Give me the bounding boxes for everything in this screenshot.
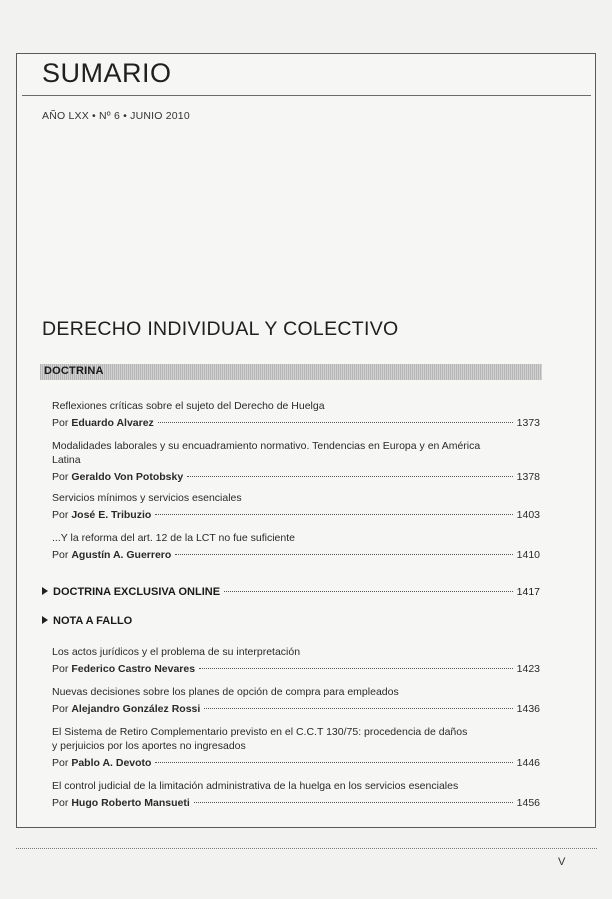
toc-entry[interactable] — [52, 491, 540, 522]
entry-title: ...Y la reforma del art. 12 de la LCT no fue suficiente — [52, 532, 295, 544]
toc-entry[interactable] — [52, 531, 540, 562]
entry-byline — [52, 796, 540, 810]
toc-entry[interactable] — [52, 779, 540, 810]
entry-byline — [52, 702, 540, 716]
toc-entry[interactable] — [52, 439, 540, 484]
doctrina-online-heading[interactable] — [42, 586, 540, 598]
entry-byline — [52, 470, 540, 484]
entry-title: El Sistema de Retiro Complementario previsto en el C.C.T 130/75: procedencia de daños — [52, 726, 468, 738]
triangle-right-icon — [42, 616, 48, 624]
entry-byline — [52, 548, 540, 562]
dot-leader — [199, 668, 513, 669]
entry-title-cont: Latina — [52, 454, 81, 466]
dot-leader — [155, 514, 512, 515]
doctrina-band-label: DOCTRINA — [44, 365, 104, 377]
bottom-rule — [16, 848, 597, 849]
entry-page: 1456 — [516, 797, 540, 809]
dot-leader — [224, 591, 513, 592]
entry-by: Por — [52, 471, 69, 483]
entry-title: Modalidades laborales y su encuadramiento normativo. Tendencias en Europa y en América — [52, 440, 481, 452]
entry-title: Nuevas decisiones sobre los planes de opción de compra para empleados — [52, 686, 399, 698]
entry-title-cont: y perjuicios por los aportes no ingresados — [52, 740, 246, 752]
issue-line: AÑO LXX • Nº 6 • JUNIO 2010 — [42, 110, 190, 122]
section-title: DERECHO INDIVIDUAL Y COLECTIVO — [42, 318, 399, 340]
entry-by: Por — [52, 703, 69, 715]
entry-byline — [52, 416, 540, 430]
dot-leader — [194, 802, 513, 803]
doctrina-online-page: 1417 — [516, 586, 540, 598]
entry-byline — [52, 662, 540, 676]
entry-page: 1403 — [516, 509, 540, 521]
dot-leader — [158, 422, 513, 423]
entry-by: Por — [52, 663, 69, 675]
entry-page: 1436 — [516, 703, 540, 715]
entry-title: Servicios mínimos y servicios esenciales — [52, 492, 242, 504]
page-title: SUMARIO — [42, 58, 172, 88]
entry-page: 1373 — [516, 417, 540, 429]
entry-title: El control judicial de la limitación administrativa de la huelga en los servicios esenciales — [52, 780, 459, 792]
page-folio: V — [558, 856, 566, 868]
entry-page: 1378 — [516, 471, 540, 483]
doctrina-online-label: DOCTRINA EXCLUSIVA ONLINE — [53, 586, 221, 598]
entry-page: 1410 — [516, 549, 540, 561]
nota-a-fallo-label: NOTA A FALLO — [53, 615, 133, 627]
entry-by: Por — [52, 797, 69, 809]
entry-by: Por — [52, 757, 69, 769]
entry-title: Los actos jurídicos y el problema de su interpretación — [52, 646, 301, 658]
entry-title: Reflexiones críticas sobre el sujeto del Derecho de Huelga — [52, 400, 325, 412]
entry-page: 1446 — [516, 757, 540, 769]
entry-author: Agustín A. Guerrero — [71, 549, 172, 561]
title-rule — [22, 95, 591, 96]
dot-leader — [175, 554, 512, 555]
entry-by: Por — [52, 509, 69, 521]
entry-author: Alejandro González Rossi — [71, 703, 201, 715]
entry-author: Geraldo Von Potobsky — [71, 471, 184, 483]
entry-by: Por — [52, 417, 69, 429]
entry-byline — [52, 756, 540, 770]
entry-author: Pablo A. Devoto — [71, 757, 152, 769]
entry-author: Hugo Roberto Mansueti — [71, 797, 190, 809]
dot-leader — [155, 762, 512, 763]
doctrina-band — [40, 364, 542, 380]
dot-leader — [204, 708, 512, 709]
toc-entry[interactable] — [52, 399, 540, 430]
entry-author: Federico Castro Nevares — [71, 663, 196, 675]
entry-author: José E. Tribuzio — [71, 509, 152, 521]
toc-entry[interactable] — [52, 645, 540, 676]
triangle-right-icon — [42, 587, 48, 595]
entry-page: 1423 — [516, 663, 540, 675]
toc-entry[interactable] — [52, 685, 540, 716]
dot-leader — [187, 476, 512, 477]
entry-author: Eduardo Alvarez — [71, 417, 154, 429]
toc-entry[interactable] — [52, 725, 540, 770]
nota-a-fallo-heading — [42, 615, 540, 627]
entry-byline — [52, 508, 540, 522]
entry-by: Por — [52, 549, 69, 561]
